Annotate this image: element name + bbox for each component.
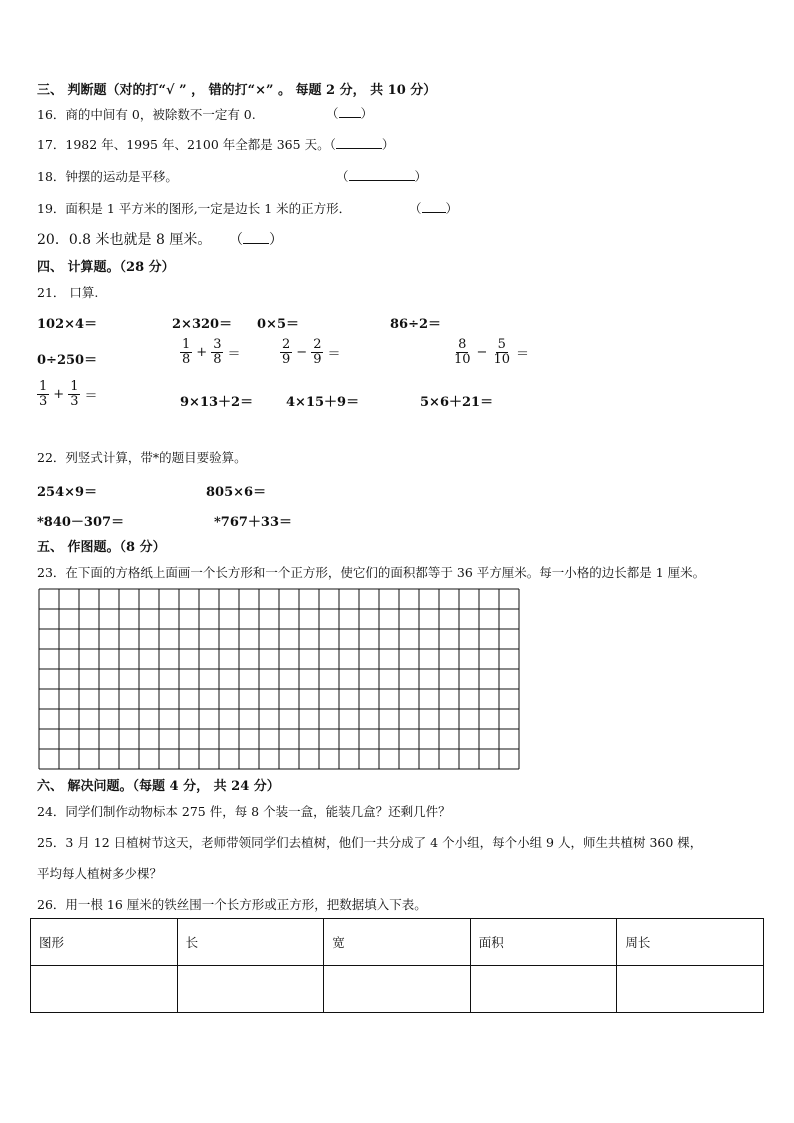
question-16: [37, 105, 256, 123]
fraction: $\frac{3}{8}$: [213, 337, 222, 367]
answer-18[interactable]: （ ）: [336, 169, 428, 184]
answer-19[interactable]: （ ）: [409, 201, 459, 216]
calc-805x6: 805×6＝: [206, 485, 267, 500]
question-22-label: 22．列竖式计算，带*的题目要验算。: [37, 450, 247, 465]
question-18: [37, 167, 178, 185]
fraction: $\frac{1}{8}$: [182, 337, 191, 367]
table-cell-area[interactable]: [470, 966, 617, 1013]
answer-16-blank[interactable]: [339, 106, 361, 118]
section-3-title: 三、 判断题（对的打“√ ” ， 错的打“×” 。 每题 2 分， 共 10 分）: [37, 83, 437, 98]
question-26: 26．用一根 16 厘米的铁丝围一个长方形或正方形，把数据填入下表。: [37, 897, 427, 912]
question-25-line2: 平均每人植树多少棵？: [37, 866, 163, 881]
question-23: 23．在下面的方格纸上面画一个长方形和一个正方形，使它们的面积都等于 36 平方厘米。每一小格的边长都是 1 厘米。: [37, 565, 706, 580]
question-20-text: 20．0.8 米也就是 8 厘米。: [37, 232, 212, 248]
table-header-cell: 面积: [470, 919, 617, 966]
calc-0x5: 0×5＝: [257, 317, 299, 332]
question-21-label: 21． 口算.: [37, 285, 99, 300]
fraction: $\frac{1}{3}$: [70, 379, 79, 409]
question-17: 17．1982 年、1995 年、2100 年全都是 365 天。（ ）: [37, 137, 395, 152]
calc-767plus33: *767＋33＝: [214, 515, 293, 530]
calc-5x6plus21: 5×6＋21＝: [420, 395, 494, 410]
fraction: $\frac{1}{3}$: [39, 379, 48, 409]
fraction: $\frac{2}{9}$: [313, 337, 322, 367]
question-19: [37, 199, 351, 217]
fraction-expression-a: $\frac{1}{8}$ + $\frac{3}{8}$ ＝: [182, 337, 241, 367]
table-cell-width[interactable]: [324, 966, 471, 1013]
answer-16[interactable]: （ ）: [326, 106, 374, 121]
fraction: $\frac{5}{10}$: [493, 337, 510, 367]
table-header-cell: 长: [177, 919, 324, 966]
question-16-text: 16．商的中间有 0，被除数不一定有 0.: [37, 107, 256, 122]
section-5-title: 五、 作图题。（8 分）: [37, 540, 166, 555]
table-header-cell: 宽: [324, 919, 471, 966]
answer-18-blank[interactable]: [349, 169, 415, 181]
question-25-line1: 25．3 月 12 日植树节这天，老师带领同学们去植树，他们一共分成了 4 个小组，每个小组 9 人，师生共植树 360 棵，: [37, 835, 703, 850]
drawing-grid[interactable]: [38, 588, 520, 770]
calc-4x15plus9: 4×15＋9＝: [286, 395, 360, 410]
table-cell-length[interactable]: [177, 966, 324, 1013]
answer-19-blank[interactable]: [422, 201, 446, 213]
table-row: [31, 966, 764, 1013]
table-header-cell: 周长: [617, 919, 764, 966]
question-19-text: 19．面积是 1 平方米的图形,一定是边长 1 米的正方形．: [37, 201, 352, 216]
calc-254x9: 254×9＝: [37, 485, 98, 500]
section-4-title: 四、 计算题。（28 分）: [37, 260, 175, 275]
question-17-text: 17．1982 年、1995 年、2100 年全都是 365 天。（: [37, 137, 336, 152]
calc-86div2: 86÷2＝: [390, 317, 442, 332]
calc-0div250: 0÷250＝: [37, 353, 98, 368]
section-6-title: 六、 解决问题。（每题 4 分， 共 24 分）: [37, 779, 280, 794]
table-cell-perimeter[interactable]: [617, 966, 764, 1013]
question-24: 24．同学们制作动物标本 275 件，每 8 个装一盒，能装几盒？还剩几件？: [37, 804, 451, 819]
calc-102x4: 102×4＝: [37, 317, 98, 332]
fraction-expression-b: $\frac{2}{9}$ − $\frac{2}{9}$ ＝: [282, 337, 341, 367]
calc-2x320: 2×320＝: [172, 317, 233, 332]
answer-20-blank[interactable]: [243, 232, 269, 244]
fraction: $\frac{2}{9}$: [282, 337, 291, 367]
table-header-row: [31, 919, 764, 966]
answer-20[interactable]: （ ）: [229, 232, 283, 248]
table-header-cell: 图形: [31, 919, 178, 966]
fraction-expression-c: $\frac{8}{10}$ − $\frac{5}{10}$ ＝: [454, 337, 530, 367]
table-cell-shape[interactable]: [31, 966, 178, 1013]
fraction: $\frac{8}{10}$: [454, 337, 471, 367]
question-18-text: 18．钟摆的运动是平移。: [37, 169, 178, 184]
answer-17-blank[interactable]: [336, 137, 382, 149]
calc-9x13plus2: 9×13＋2＝: [180, 395, 254, 410]
question-20: [37, 229, 211, 249]
answer-table: [30, 918, 764, 1013]
fraction-expression-d: $\frac{1}{3}$ + $\frac{1}{3}$ ＝: [39, 379, 98, 409]
calc-840minus307: *840－307＝: [37, 515, 125, 530]
